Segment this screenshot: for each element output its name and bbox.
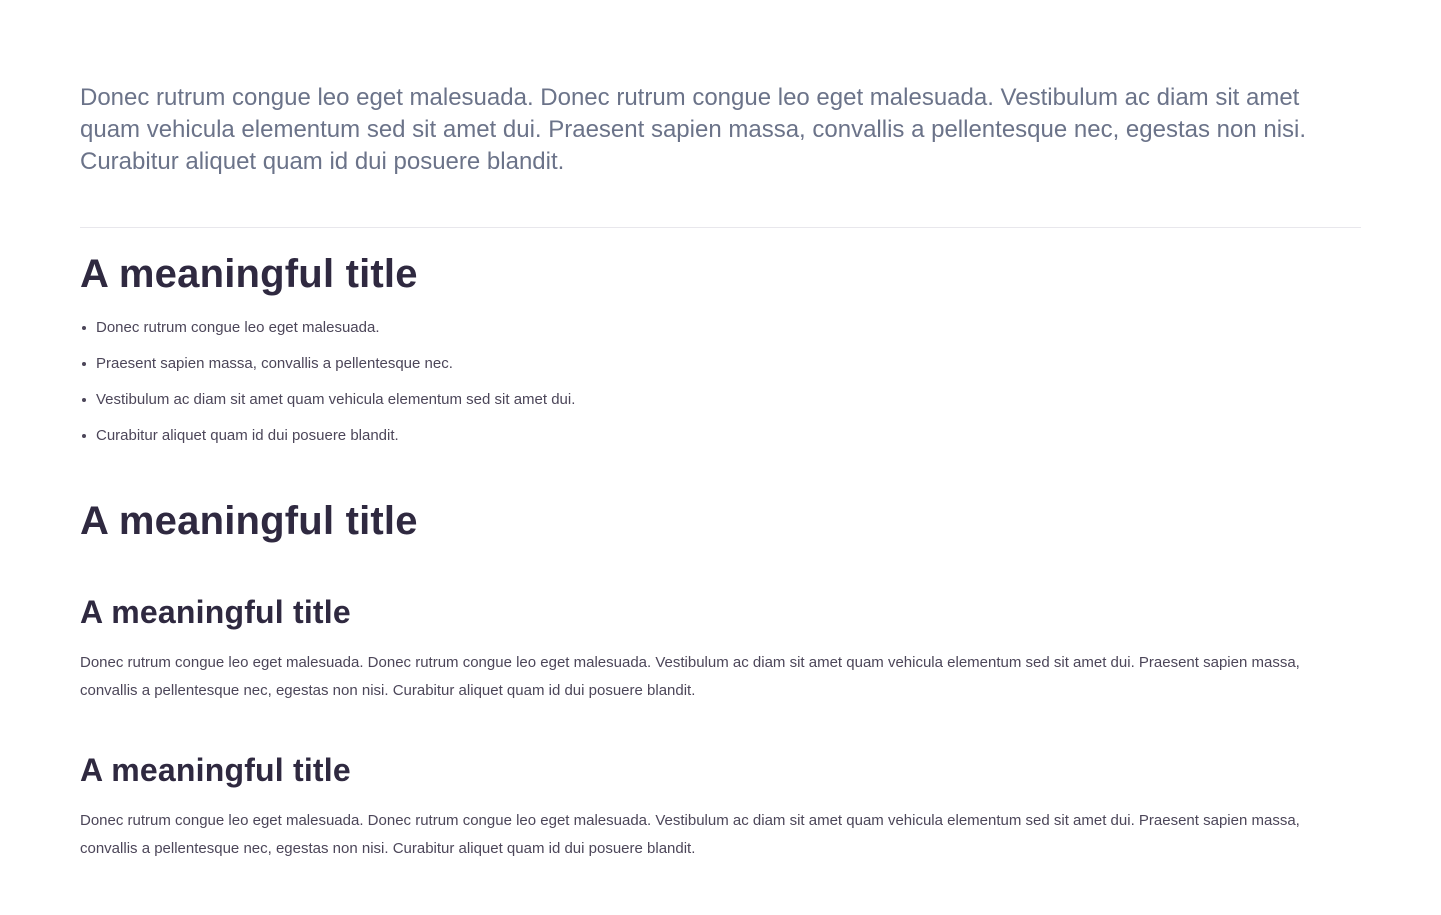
list-item bbox=[80, 425, 575, 461]
section-divider bbox=[80, 227, 1361, 228]
section-title-4: A meaningful title bbox=[80, 752, 351, 788]
section-title-3: A meaningful title bbox=[80, 594, 351, 630]
bullet-icon bbox=[82, 434, 86, 438]
body-paragraph-2: Donec rutrum congue leo eget malesuada. Donec rutrum congue leo eget malesuada. Vestibulum ac diam sit amet quam vehicula elementum sed sit amet dui. Praesent sapien massa, convallis a pellentesque nec, egestas non nisi. Curabitur aliquet quam id dui posuere blandit. bbox=[80, 812, 1300, 857]
bullet-icon bbox=[82, 362, 86, 366]
bullet-icon bbox=[82, 398, 86, 402]
list-item bbox=[80, 389, 575, 425]
list-item-text: Donec rutrum congue leo eget malesuada. bbox=[96, 319, 380, 336]
list-item bbox=[80, 353, 575, 389]
bullet-icon bbox=[82, 326, 86, 330]
section-title-1: A meaningful title bbox=[80, 252, 418, 296]
lead-paragraph: Donec rutrum congue leo eget malesuada. Donec rutrum congue leo eget malesuada. Vestibulum ac diam sit amet quam vehicula elementum sed sit amet dui. Praesent sapien massa, convallis a pellentesque nec, egestas non nisi. Curabitur aliquet quam id dui posuere blandit. bbox=[80, 84, 1307, 175]
list-item-text: Praesent sapien massa, convallis a pellentesque nec. bbox=[96, 355, 453, 372]
list-item bbox=[80, 317, 575, 353]
bullet-list bbox=[80, 317, 575, 461]
list-item-text: Vestibulum ac diam sit amet quam vehicula elementum sed sit amet dui. bbox=[96, 391, 576, 408]
body-paragraph-1: Donec rutrum congue leo eget malesuada. Donec rutrum congue leo eget malesuada. Vestibulum ac diam sit amet quam vehicula elementum sed sit amet dui. Praesent sapien massa, convallis a pellentesque nec, egestas non nisi. Curabitur aliquet quam id dui posuere blandit. bbox=[80, 654, 1300, 699]
list-item-text: Curabitur aliquet quam id dui posuere blandit. bbox=[96, 427, 399, 444]
section-title-2: A meaningful title bbox=[80, 499, 418, 543]
